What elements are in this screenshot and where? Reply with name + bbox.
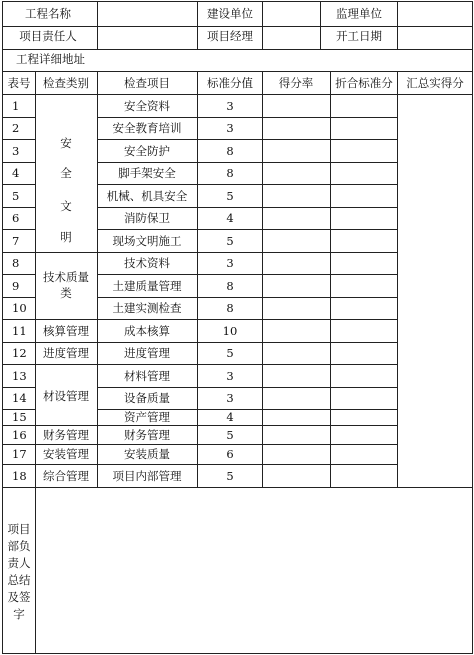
row-item: 脚手架安全 [118, 166, 176, 180]
row-no: 14 [12, 391, 27, 405]
row-item: 土建质量管理 [112, 279, 182, 293]
row-no: 1 [12, 99, 20, 113]
row-item: 现场文明施工 [112, 234, 182, 248]
row-no: 9 [12, 279, 20, 293]
row-standard-score: 3 [226, 121, 234, 135]
row-standard-score: 5 [226, 469, 234, 483]
address-label: 工程详细地址 [16, 52, 85, 66]
row-item: 安全防护 [124, 144, 170, 158]
row-no: 6 [12, 211, 20, 225]
row-standard-score: 3 [226, 391, 234, 405]
score-rate-column[interactable] [263, 95, 330, 487]
col-header-no: 表号 [7, 76, 31, 90]
signature-label: 总结 [7, 573, 31, 587]
row-standard-score: 5 [226, 428, 234, 442]
row-item: 机械、机具安全 [106, 189, 188, 203]
row-no: 15 [12, 410, 27, 424]
row-standard-score: 5 [226, 189, 234, 203]
signature-label: 部负 [7, 539, 31, 553]
row-no: 18 [12, 469, 27, 483]
supervision-unit-label: 监理单位 [336, 6, 382, 21]
category-tech-quality: 技术质量 [43, 270, 89, 284]
row-no: 7 [12, 234, 20, 248]
project-manager-label: 项目经理 [207, 29, 253, 43]
row-no: 10 [12, 301, 27, 315]
signature-label: 字 [13, 607, 25, 621]
row-standard-score: 8 [226, 144, 234, 158]
project-name-field[interactable] [98, 2, 197, 26]
row-standard-score: 3 [226, 99, 234, 113]
row-standard-score: 3 [226, 256, 234, 270]
row-standard-score: 5 [226, 234, 234, 248]
col-header-item: 检查项目 [124, 76, 170, 90]
signature-field[interactable] [36, 488, 472, 653]
category-safety-char: 安 [60, 136, 72, 150]
row-item: 消防保卫 [124, 211, 170, 225]
category-safety-char: 全 [60, 166, 72, 180]
total-score-field[interactable] [398, 95, 472, 487]
row-item: 土建实测检查 [112, 301, 182, 315]
row-no: 4 [12, 166, 20, 180]
row-no: 2 [12, 121, 20, 135]
row-standard-score: 4 [226, 211, 234, 225]
row-no: 17 [12, 447, 27, 461]
row-standard-score: 8 [226, 166, 234, 180]
supervision-unit-field[interactable] [398, 2, 472, 26]
category-materials-equipment: 材设管理 [43, 389, 89, 403]
address-field[interactable] [98, 50, 472, 71]
construction-unit-label: 建设单位 [207, 6, 253, 21]
signature-label: 责人 [7, 556, 31, 570]
row-no: 13 [12, 369, 27, 383]
row-standard-score: 6 [226, 447, 234, 461]
project-lead-label: 项目责任人 [19, 29, 77, 43]
col-header-total-score: 汇总实得分 [406, 76, 464, 90]
row-no: 16 [12, 428, 27, 442]
row-no: 12 [12, 346, 27, 360]
row-item: 成本核算 [124, 324, 170, 338]
start-date-label: 开工日期 [336, 29, 382, 43]
row-standard-score: 5 [226, 346, 234, 360]
construction-unit-field[interactable] [263, 2, 320, 26]
row-item: 材料管理 [124, 369, 170, 383]
row-item: 资产管理 [124, 410, 170, 424]
col-header-converted-score: 折合标准分 [335, 76, 393, 90]
row-item: 设备质量 [124, 391, 170, 405]
category-safety-char: 文 [60, 199, 72, 213]
category-progress: 进度管理 [43, 346, 89, 360]
row-item: 安全教育培训 [112, 121, 182, 135]
col-header-category: 检查类别 [43, 76, 89, 90]
row-standard-score: 8 [226, 279, 234, 293]
row-standard-score: 4 [226, 410, 234, 424]
start-date-field[interactable] [398, 27, 472, 49]
category-general: 综合管理 [43, 469, 89, 483]
row-item: 安装质量 [124, 447, 170, 461]
row-no: 5 [12, 189, 20, 203]
row-item: 进度管理 [124, 346, 170, 360]
row-standard-score: 8 [226, 301, 234, 315]
col-header-standard-score: 标准分值 [207, 76, 253, 90]
row-no: 3 [12, 144, 20, 158]
col-header-score-rate: 得分率 [278, 76, 314, 90]
row-no: 8 [12, 256, 20, 270]
category-finance: 财务管理 [43, 428, 89, 442]
row-item: 财务管理 [124, 428, 170, 442]
converted-score-column[interactable] [331, 95, 397, 487]
category-tech-quality-suffix: 类 [60, 286, 72, 300]
row-item: 项目内部管理 [112, 469, 182, 483]
row-item: 技术资料 [124, 256, 170, 270]
category-accounting: 核算管理 [43, 324, 89, 338]
project-name-label: 工程名称 [25, 6, 71, 21]
project-lead-field[interactable] [98, 27, 197, 49]
row-no: 11 [12, 324, 27, 338]
signature-label: 项目 [7, 522, 31, 536]
row-standard-score: 3 [226, 369, 234, 383]
signature-label: 及签 [7, 590, 31, 604]
category-safety-char: 明 [60, 230, 72, 244]
row-item: 安全资料 [124, 99, 170, 113]
row-standard-score: 10 [222, 324, 238, 338]
project-manager-field[interactable] [263, 27, 320, 49]
category-installation: 安装管理 [43, 447, 89, 461]
